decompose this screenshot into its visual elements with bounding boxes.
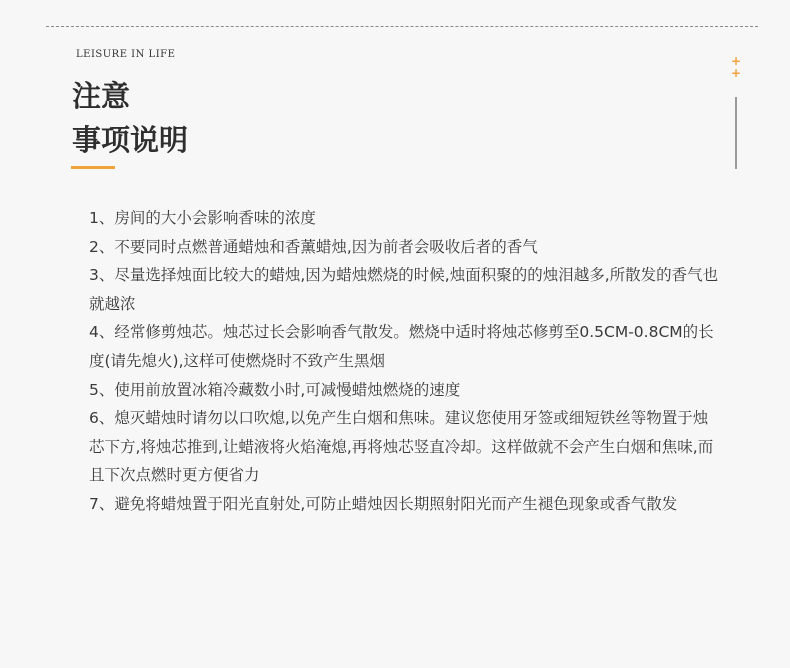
list-item: 7、避免将蜡烛置于阳光直射处,可防止蜡烛因长期照射阳光而产生褪色现象或香气散发 — [89, 494, 678, 513]
list-item: 2、不要同时点燃普通蜡烛和香薰蜡烛,因为前者会吸收后者的香气 — [89, 237, 538, 256]
list-item: 6、熄灭蜡烛时请勿以口吹熄,以免产生白烟和焦味。建议您使用牙签或细短铁丝等物置于烛芯下方,将烛芯推到,让蜡液将火焰淹熄,再将烛芯竖直冷却。这样做就不会产生白烟和焦味,而且下次点燃时更方便省力 — [89, 409, 714, 485]
eyebrow-text: LEISURE IN LIFE — [76, 49, 176, 60]
plus-icon: + — [730, 66, 742, 80]
list-item: 5、使用前放置冰箱冷藏数小时,可减慢蜡烛燃烧的速度 — [89, 380, 461, 399]
notes-list — [89, 204, 723, 519]
title-accent-underline — [71, 166, 115, 169]
list-item: 4、经常修剪烛芯。烛芯过长会影响香气散发。燃烧中适时将烛芯修剪至0.5CM-0.8CM的长度(请先熄火),这样可使燃烧时不致产生黑烟 — [89, 323, 714, 370]
title-line-2: 事项说明 — [72, 123, 189, 157]
list-item: 1、房间的大小会影响香味的浓度 — [89, 209, 316, 227]
top-dashed-divider — [46, 26, 758, 27]
title-line-1: 注意 — [72, 79, 131, 113]
decor-vertical-line — [735, 97, 737, 169]
page-title — [72, 74, 188, 162]
plus-icon: + — [730, 54, 742, 68]
decor-plus-group — [730, 55, 742, 79]
list-item: 3、尽量选择烛面比较大的蜡烛,因为蜡烛燃烧的时候,烛面积聚的的烛泪越多,所散发的香气也就越浓 — [89, 266, 719, 313]
